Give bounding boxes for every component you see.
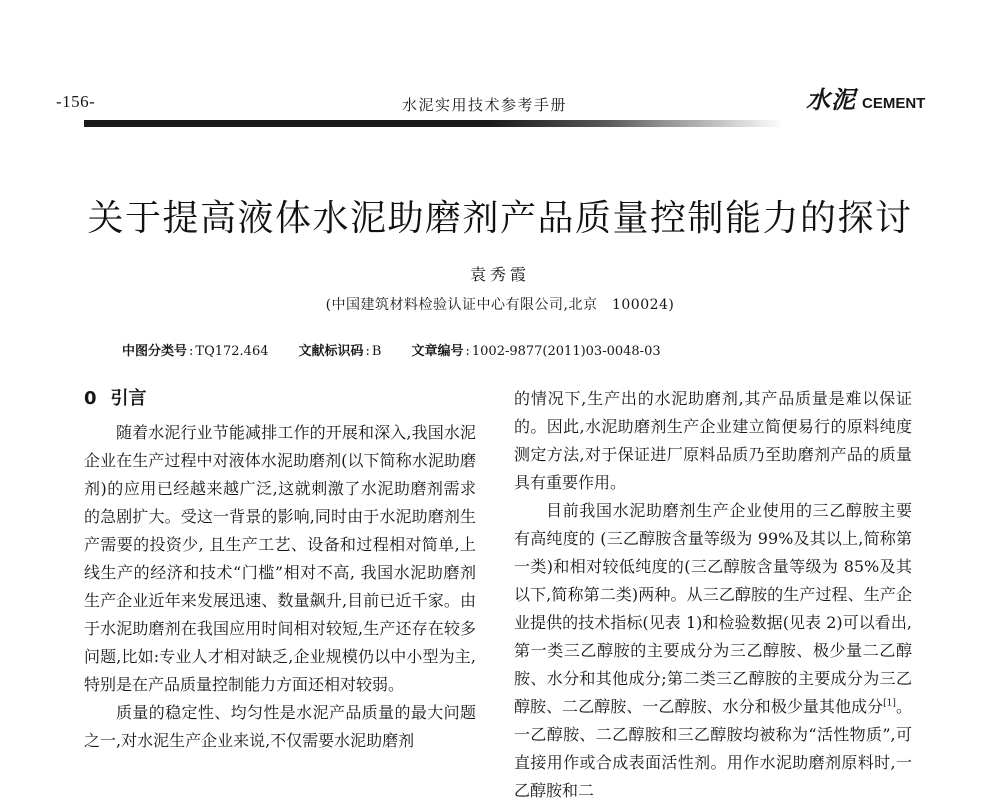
page-number: -156- bbox=[56, 92, 96, 111]
meta-colon: : bbox=[465, 344, 470, 359]
header-rule bbox=[84, 120, 784, 127]
article-number-label: 文章编号 bbox=[411, 344, 464, 359]
article-number bbox=[411, 340, 660, 359]
document-code bbox=[299, 340, 382, 359]
left-column bbox=[84, 385, 476, 755]
section-heading bbox=[84, 385, 476, 413]
body-paragraph: 的情况下,生产出的水泥助磨剂,其产品质量是难以保证的。因此,水泥助磨剂生产企业建立简便易行的原料纯度测定方法,对于保证进厂原料品质乃至助磨剂产品的质量具有重要作用。 bbox=[514, 389, 912, 492]
paragraph-text: 目前我国水泥助磨剂生产企业使用的三乙醇胺主要有高纯度的 (三乙醇胺含量等级为 99%及其以上,简称第一类)和相对较低纯度的(三乙醇胺含量等级为 85%及其以下,简称第二类)两种。从三乙醇胺的生产过程、生产企业提供的技术指标(见表 1)和检验数据(见表 2)可以看出,第一类三乙醇胺的主要成分为三乙醇胺、极少量二乙醇胺、水分和其他成分;第二类三乙醇胺的主要成分为三乙醇胺、二乙醇胺、一乙醇胺、水分和极少量其他成分 bbox=[514, 501, 912, 716]
document-code-label: 文献标识码 bbox=[298, 344, 364, 359]
classification-number bbox=[122, 340, 269, 359]
classification-value: TQ172.464 bbox=[195, 344, 269, 359]
body-paragraph bbox=[514, 497, 912, 805]
meta-colon: : bbox=[189, 344, 194, 359]
document-code-value: B bbox=[371, 344, 382, 359]
running-title: 水泥实用技术参考手册 bbox=[402, 96, 568, 114]
author-name: 袁秀霞 bbox=[469, 265, 530, 284]
paragraph-text: 。一乙醇胺、二乙醇胺和三乙醇胺均被称为“活性物质”,可直接用作或合成表面活性剂。用作水泥助磨剂原料时,一乙醇胺和二 bbox=[514, 697, 912, 800]
citation-reference: [1] bbox=[883, 698, 896, 709]
classification-label: 中图分类号 bbox=[122, 344, 188, 359]
journal-logo-cn: 水泥 bbox=[806, 85, 856, 114]
author-affiliation: (中国建筑材料检验认证中心有限公司,北京 100024) bbox=[325, 297, 675, 313]
section-title: 引言 bbox=[110, 388, 147, 409]
article-meta bbox=[122, 340, 661, 359]
body-paragraph: 随着水泥行业节能减排工作的开展和深入,我国水泥企业在生产过程中对液体水泥助磨剂(以下简称水泥助磨剂)的应用已经越来越广泛,这就刺激了水泥助磨剂需求的急剧扩大。受这一背景的影响,同时由于水泥助磨剂生产需要的投资少, 且生产工艺、设备和过程相对简单,上线生产的经济和技术“门槛”相对不高, 我国水泥助磨剂生产企业近年来发展迅速、数量飙升,目前已近千家。由于水泥助磨剂在我国应用时间相对较短,生产还存在较多问题,比如:专业人才相对缺乏,企业规模仍以中小型为主,特别是在产品质量控制能力方面还相对较弱。 bbox=[84, 423, 476, 694]
article-number-value: 1002-9877(2011)03-0048-03 bbox=[471, 344, 661, 359]
journal-logo-en: CEMENT bbox=[862, 95, 926, 112]
section-number: 0 bbox=[84, 388, 97, 409]
journal-logo bbox=[806, 80, 925, 115]
right-column bbox=[514, 385, 912, 805]
article-title: 关于提高液体水泥助磨剂产品质量控制能力的探讨 bbox=[87, 198, 913, 239]
body-paragraph: 质量的稳定性、均匀性是水泥产品质量的最大问题之一,对水泥生产企业来说,不仅需要水泥助磨剂 bbox=[84, 703, 476, 750]
meta-colon: : bbox=[365, 344, 370, 359]
